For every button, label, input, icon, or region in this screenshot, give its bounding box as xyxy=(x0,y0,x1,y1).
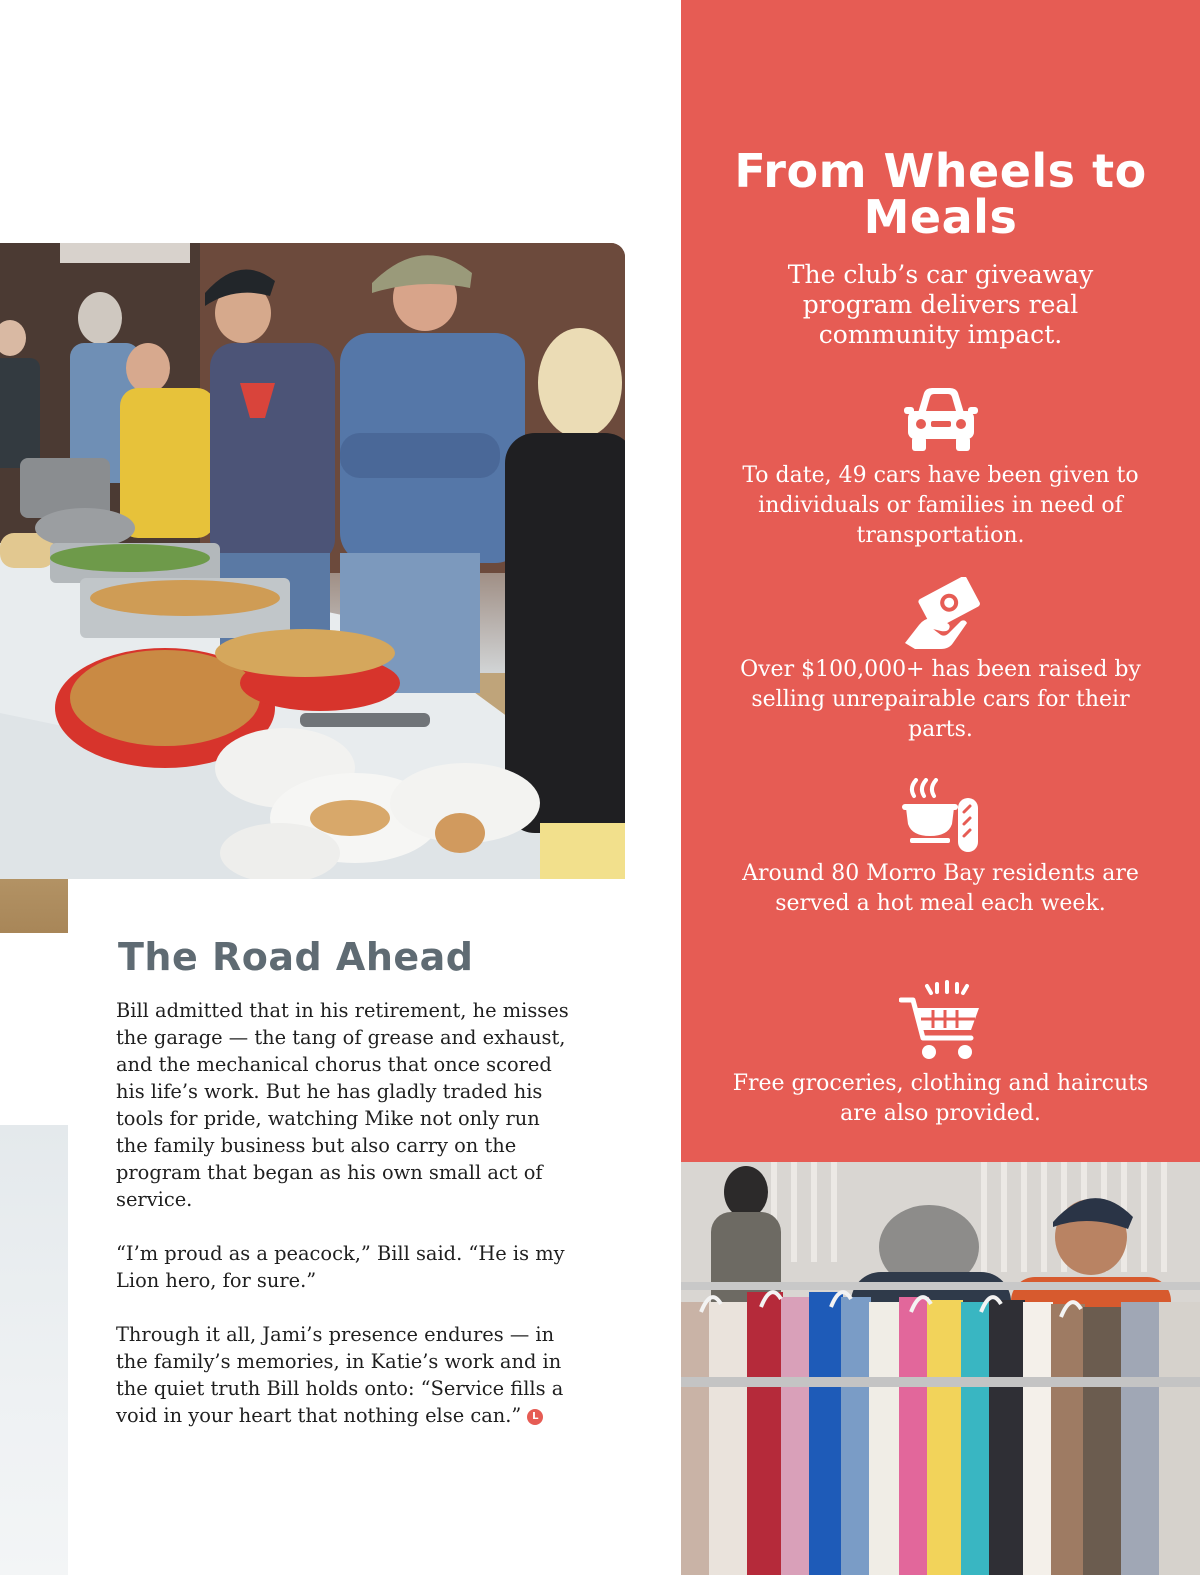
hot-meal-icon xyxy=(902,778,980,858)
lions-end-mark-icon: L xyxy=(527,1409,543,1425)
car-icon xyxy=(904,385,978,457)
impact-panel xyxy=(681,0,1200,1162)
stat-money-raised: Over $100,000+ has been raised by selling unrepairable cars for their parts. xyxy=(740,657,1141,742)
meal-service-photo xyxy=(0,243,625,879)
panel-subtitle: The club’s car giveaway program delivers real community impact. xyxy=(787,260,1094,349)
stat-free-groceries: Free groceries, clothing and haircuts are also provided. xyxy=(732,1071,1149,1126)
left-grey-strip xyxy=(0,1125,68,1575)
shopping-cart-icon xyxy=(899,980,983,1066)
stat-cars-given: To date, 49 cars have been given to individuals or families in need of transportation. xyxy=(742,463,1139,548)
paragraph-3 xyxy=(116,1321,576,1429)
paragraph-2: “I’m proud as a peacock,” Bill said. “He is my Lion hero, for sure.” xyxy=(116,1242,565,1292)
stat-meals-served: Around 80 Morro Bay residents are served a hot meal each week. xyxy=(742,861,1139,916)
article-body xyxy=(116,997,576,1456)
section-heading: The Road Ahead xyxy=(118,935,474,979)
clothing-rack-photo xyxy=(681,1162,1200,1575)
paragraph-1: Bill admitted that in his retirement, he misses the garage — the tang of grease and exhaust, and the mechanical chorus that once scored his life’s work. But he has gladly traded his tools for pride, watching Mike not only run the family business but also carry on the program that began as his own small act of service. xyxy=(116,999,569,1211)
money-hand-icon xyxy=(901,577,981,655)
paragraph-3-text: Through it all, Jami’s presence endures — in the family’s memories, in Katie’s work and in the quiet truth Bill holds onto: “Service fills a void in your heart that nothing else can.” xyxy=(116,1323,564,1427)
panel-title: From Wheels to Meals xyxy=(734,144,1147,244)
